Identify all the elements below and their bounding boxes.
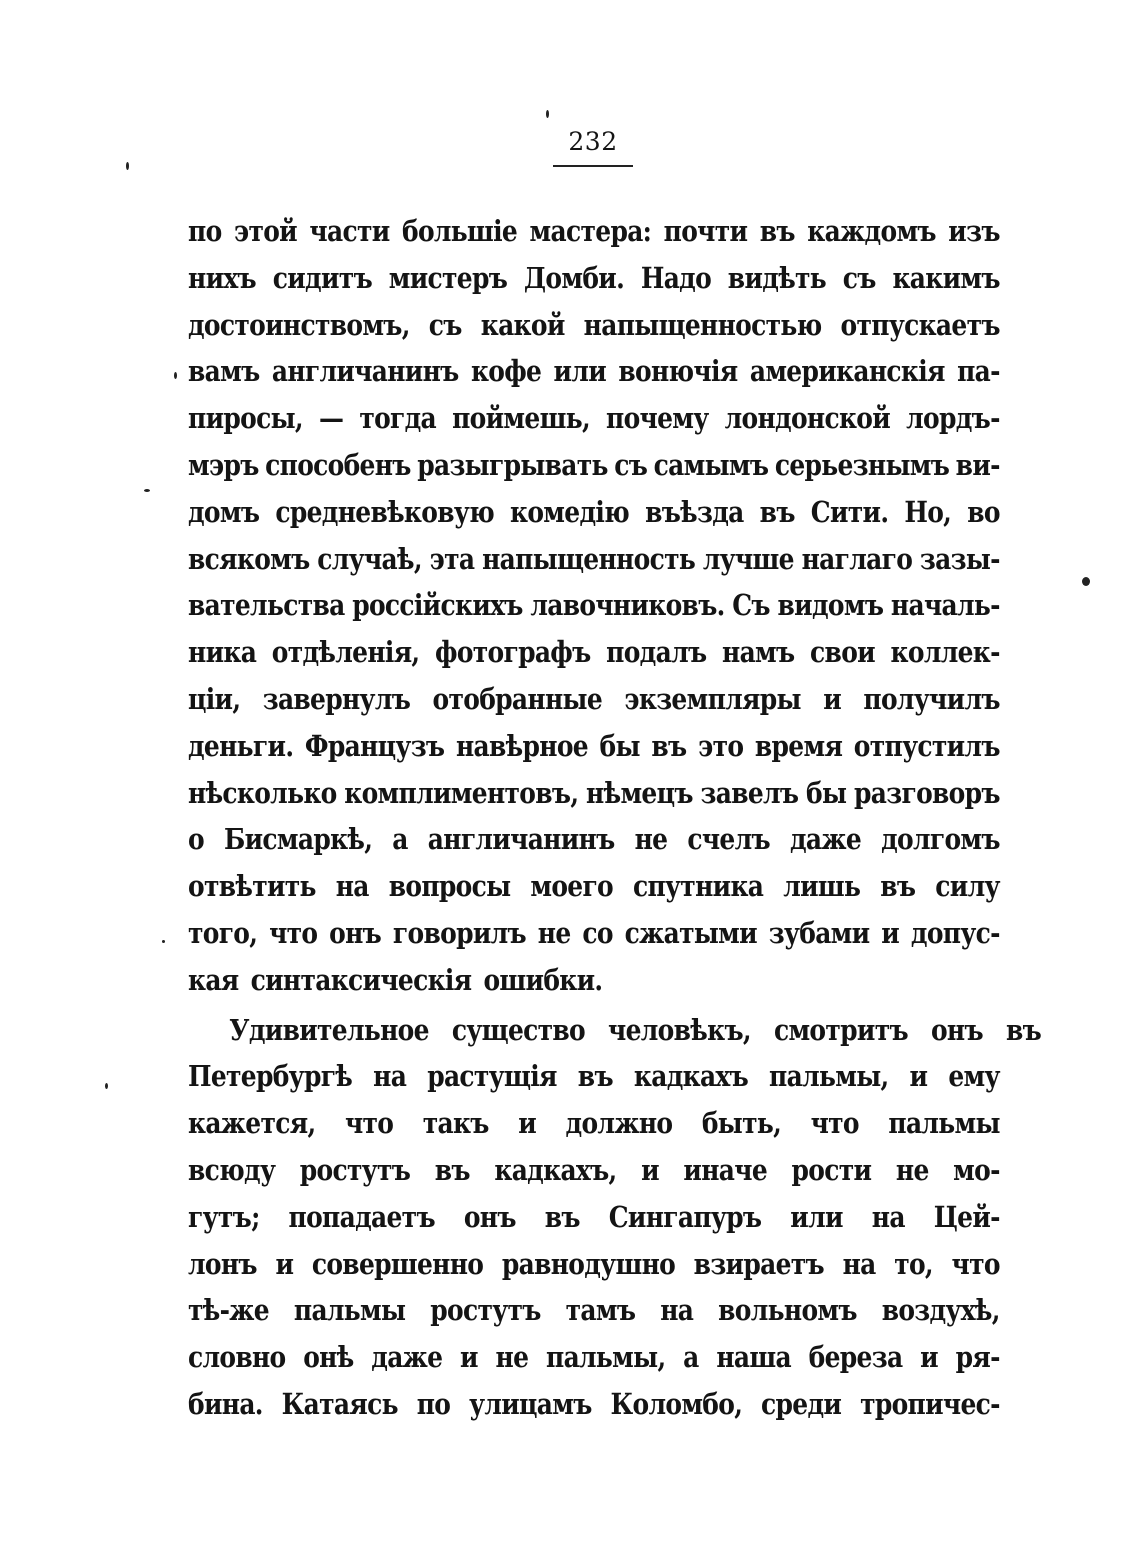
word: синтаксическія: [250, 962, 472, 997]
text-line: [188, 1007, 1041, 1054]
word: этой: [233, 214, 297, 248]
text-line: [188, 489, 1000, 536]
word: даже: [371, 1340, 443, 1375]
word: на: [335, 869, 369, 904]
word: кажется,: [188, 1106, 316, 1141]
word: а: [392, 822, 408, 857]
text-line: [188, 770, 1000, 817]
word: и: [641, 1152, 659, 1187]
word: ря-: [955, 1340, 1000, 1375]
body-text: [188, 208, 1042, 1428]
word: какой: [480, 307, 565, 342]
word: коллек-: [890, 635, 1000, 670]
word: отдѣленія,: [271, 635, 420, 670]
word: пиросы,: [188, 401, 303, 436]
word: тропичес-: [860, 1386, 1000, 1421]
word: напыщенностью: [583, 307, 822, 342]
word: тѣ-же: [188, 1293, 269, 1328]
word: лавочниковъ.: [530, 588, 725, 623]
scan-speck: [105, 1083, 108, 1089]
word: на: [660, 1293, 694, 1328]
word: говорилъ: [392, 915, 526, 950]
word: нѣсколько: [188, 775, 337, 810]
word: экземпляры: [624, 681, 801, 716]
word: не: [895, 1152, 929, 1187]
word: деньги.: [188, 728, 294, 763]
word: допус-: [910, 915, 1000, 950]
word: эта: [429, 541, 475, 576]
word: ника: [188, 635, 257, 670]
text-line: [188, 1334, 1000, 1381]
word: мо-: [953, 1152, 1000, 1187]
word: средневѣковую: [275, 494, 495, 529]
word: то,: [894, 1246, 933, 1281]
scan-speck: [546, 110, 549, 118]
text-line: [188, 395, 1000, 442]
word: въ: [577, 1059, 613, 1094]
word: Съ: [732, 588, 770, 623]
word: что: [810, 1106, 859, 1141]
word: достоинствомъ,: [188, 307, 410, 342]
word: напыщенность: [482, 541, 696, 576]
text-line: [188, 348, 1000, 395]
word: Домби.: [523, 260, 625, 295]
word: вамъ: [188, 354, 260, 389]
word: попадаетъ: [288, 1199, 435, 1234]
word: Коломбо,: [610, 1386, 743, 1421]
word: и: [881, 915, 900, 950]
word: мэръ: [188, 447, 259, 482]
word: даже: [789, 822, 862, 857]
text-line: [188, 629, 1000, 676]
word: Катаясь: [281, 1386, 398, 1421]
text-line: [188, 536, 1000, 583]
word: наглаго: [801, 541, 913, 576]
word: растущія: [427, 1059, 557, 1094]
word: смотритъ: [773, 1012, 908, 1047]
text-line: [188, 1287, 1000, 1334]
word: вательства: [188, 588, 345, 623]
word: того,: [188, 915, 258, 950]
word: мистеръ: [388, 260, 508, 295]
word: намъ: [722, 635, 795, 670]
word: спутника: [632, 869, 764, 904]
word: существо: [451, 1012, 585, 1047]
word: Цей-: [933, 1199, 1000, 1234]
text-line: [188, 676, 1000, 723]
word: ошибки.: [483, 962, 603, 997]
word: подалъ: [606, 635, 707, 670]
word: съ: [842, 260, 876, 295]
word: разыгрывать: [417, 447, 608, 482]
word: англичанинъ: [271, 354, 459, 389]
word: въѣзда: [645, 494, 744, 529]
text-line: [188, 1241, 1000, 1288]
paragraph-2: [188, 1007, 1042, 1428]
word: Удивительное: [229, 1012, 429, 1047]
word: Но,: [904, 494, 952, 529]
word: каждомъ: [807, 214, 936, 248]
word: фотографъ: [435, 635, 591, 670]
word: пальмы: [888, 1106, 1000, 1141]
word: —: [318, 401, 344, 436]
text-line: [188, 863, 1000, 910]
word: кая: [188, 962, 239, 997]
word: отпустилъ: [853, 728, 1000, 763]
word: лонъ: [188, 1246, 257, 1281]
word: тамъ: [565, 1293, 636, 1328]
word: и: [518, 1106, 537, 1141]
text-line: [188, 1053, 1000, 1100]
word: равнодушно: [501, 1246, 676, 1281]
text-line: [188, 1100, 1000, 1147]
word: на: [373, 1059, 407, 1094]
text-line: [188, 302, 1000, 349]
word: пальмы: [293, 1293, 406, 1328]
text-line: [188, 255, 1000, 302]
word: отвѣтить: [188, 869, 316, 904]
word: время: [754, 728, 843, 763]
word: не: [634, 822, 668, 857]
word: бы: [599, 728, 640, 763]
word: отобранные: [432, 681, 603, 716]
word: на: [871, 1199, 905, 1234]
word: зубами: [768, 915, 870, 950]
word: лишь: [783, 869, 861, 904]
word: тогда: [359, 401, 437, 436]
word: серьезнымъ: [774, 447, 950, 482]
word: домъ: [188, 494, 260, 529]
word: иначе: [683, 1152, 768, 1187]
word: ростутъ: [430, 1293, 541, 1328]
word: зазы-: [919, 541, 1000, 576]
word: долгомъ: [881, 822, 1000, 857]
word: началь-: [890, 588, 1000, 623]
word: со: [582, 915, 613, 950]
word: комедію: [510, 494, 630, 529]
word: береза: [808, 1340, 903, 1375]
word: во: [967, 494, 1000, 529]
word: Петербургѣ: [188, 1059, 353, 1094]
word: съ: [614, 447, 648, 482]
word: ціи,: [188, 681, 241, 716]
word: а: [683, 1340, 699, 1375]
word: и: [460, 1340, 478, 1375]
word: среди: [761, 1386, 842, 1421]
word: видѣть: [727, 260, 827, 295]
word: и: [823, 681, 842, 716]
word: бина.: [188, 1386, 263, 1421]
word: совершенно: [311, 1246, 484, 1281]
word: кадкахъ: [633, 1059, 749, 1094]
word: случаѣ,: [317, 541, 422, 576]
page-number: 232: [568, 127, 618, 156]
word: на: [842, 1246, 876, 1281]
word: что: [344, 1106, 394, 1141]
header-rule: [553, 165, 633, 167]
scan-speck: [1082, 577, 1090, 586]
word: поймешь,: [452, 401, 590, 436]
word: сжатыми: [624, 915, 757, 950]
word: вопросы: [388, 869, 511, 904]
word: навѣрное: [455, 728, 588, 763]
word: улицамъ: [469, 1386, 592, 1421]
word: самымъ: [653, 447, 769, 482]
word: это: [698, 728, 744, 763]
word: свои: [810, 635, 875, 670]
word: видомъ: [777, 588, 884, 623]
word: по: [188, 214, 222, 248]
word: разговоръ: [854, 775, 1000, 810]
word: такъ: [422, 1106, 489, 1141]
text-line: [188, 816, 1000, 863]
word: вольномъ: [718, 1293, 857, 1328]
word: о: [188, 822, 204, 857]
text-line: [188, 442, 1000, 489]
word: лучше: [702, 541, 794, 576]
word: рости: [791, 1152, 872, 1187]
word: почему: [606, 401, 709, 436]
word: не: [495, 1340, 529, 1375]
word: кадкахъ,: [494, 1152, 617, 1187]
word: воздухѣ,: [881, 1293, 1000, 1328]
scan-speck: [126, 162, 129, 170]
word: наша: [716, 1340, 791, 1375]
word: какимъ: [892, 260, 1000, 295]
word: части: [309, 214, 390, 248]
word: ему: [948, 1059, 1000, 1094]
word: пальмы,: [769, 1059, 889, 1094]
text-line: [188, 208, 1000, 255]
word: или: [553, 354, 607, 389]
text-line: [188, 582, 1000, 629]
word: въ: [651, 728, 687, 763]
text-line: [188, 1194, 1000, 1241]
word: быть,: [701, 1106, 782, 1141]
scan-speck: [174, 372, 177, 379]
word: счелъ: [687, 822, 770, 857]
word: не: [537, 915, 571, 950]
word: американскія: [749, 354, 945, 389]
word: что: [269, 915, 318, 950]
word: англичанинъ: [427, 822, 615, 857]
word: Сити.: [810, 494, 889, 529]
word: ви-: [955, 447, 1000, 482]
word: онъ: [329, 915, 382, 950]
word: или: [790, 1199, 843, 1234]
text-line: [188, 723, 1000, 770]
text-line: [188, 957, 1000, 1004]
word: гутъ;: [188, 1199, 260, 1234]
word: съ: [428, 307, 462, 342]
word: онъ: [463, 1199, 516, 1234]
word: словно: [188, 1340, 286, 1375]
word: вонючія: [618, 354, 738, 389]
word: Надо: [640, 260, 712, 295]
word: въ: [880, 869, 916, 904]
text-line: [188, 1381, 1000, 1428]
word: Бисмаркѣ,: [223, 822, 373, 857]
word: ростутъ: [299, 1152, 411, 1187]
scan-speck: [144, 489, 150, 492]
word: всякомъ: [188, 541, 310, 576]
paragraph-1: [188, 208, 1000, 1004]
word: взираетъ: [693, 1246, 824, 1281]
word: нѣмецъ: [586, 775, 693, 810]
word: большіе: [401, 214, 518, 248]
word: почти: [663, 214, 748, 248]
word: силу: [935, 869, 1000, 904]
word: въ: [544, 1199, 580, 1234]
word: отпускаетъ: [840, 307, 1000, 342]
word: получилъ: [863, 681, 1000, 716]
word: и: [275, 1246, 294, 1281]
word: и: [920, 1340, 938, 1375]
word: пальмы,: [546, 1340, 666, 1375]
word: бы: [806, 775, 847, 810]
text-line: [188, 910, 1000, 957]
word: лондонской: [724, 401, 891, 436]
word: завелъ: [700, 775, 799, 810]
word: комплиментовъ,: [344, 775, 579, 810]
word: россійскихъ: [352, 588, 523, 623]
word: нихъ: [188, 260, 257, 295]
word: онѣ: [303, 1340, 354, 1375]
word: въ: [759, 214, 795, 248]
word: онъ: [930, 1012, 983, 1047]
word: всюду: [188, 1152, 276, 1187]
scan-speck: [162, 940, 165, 943]
word: по: [416, 1386, 451, 1421]
text-line: [188, 1147, 1000, 1194]
word: въ: [1005, 1012, 1042, 1047]
word: въ: [434, 1152, 470, 1187]
word: сидитъ: [272, 260, 373, 295]
word: кофе: [470, 354, 542, 389]
word: что: [951, 1246, 1000, 1281]
word: мастера:: [529, 214, 652, 248]
word: моего: [530, 869, 614, 904]
word: и: [909, 1059, 928, 1094]
word: па-: [957, 354, 1000, 389]
word: Сингапуръ: [608, 1199, 762, 1234]
word: изъ: [948, 214, 1000, 248]
word: способенъ: [265, 447, 411, 482]
word: Французъ: [304, 728, 445, 763]
word: должно: [565, 1106, 673, 1141]
word: въ: [759, 494, 795, 529]
word: лордъ-: [906, 401, 1000, 436]
word: человѣкъ,: [608, 1012, 751, 1047]
word: завернулъ: [262, 681, 411, 716]
